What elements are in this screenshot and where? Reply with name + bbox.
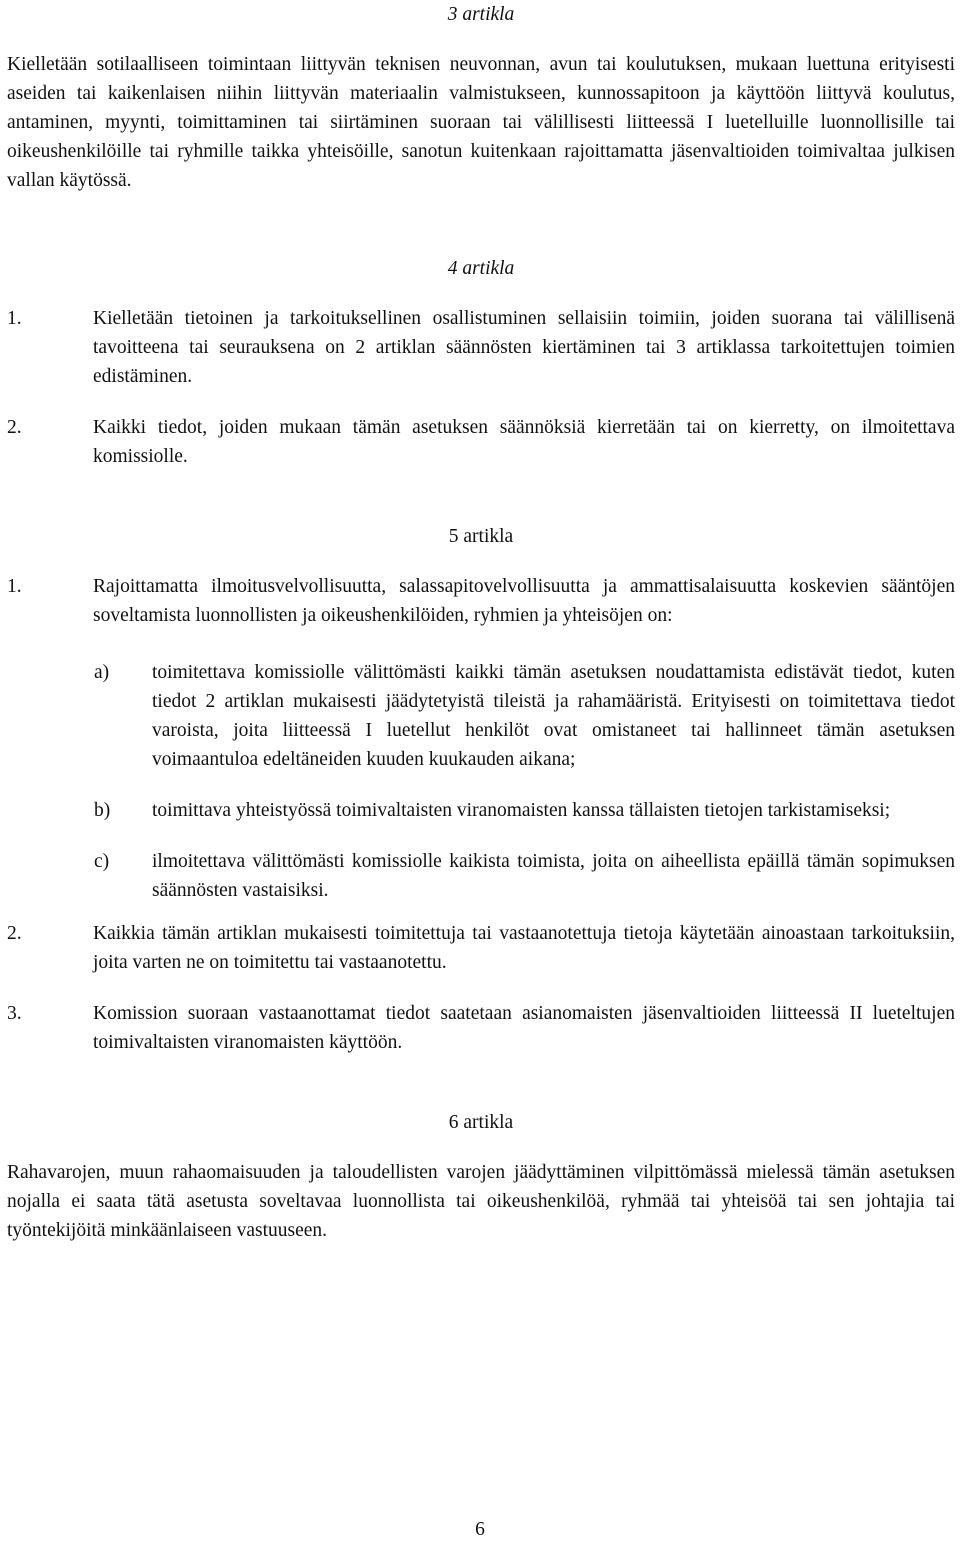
item-text: Kaikkia tämän artiklan mukaisesti toimitettuja tai vastaanotettuja tietoja käytetään ainoastaan tarkoituksiin, joita varten ne on toimitettu tai vastaanotettu. xyxy=(93,923,955,973)
item-text: Kielletään tietoinen ja tarkoituksellinen osallistuminen sellaisiin toimiin, joiden suorana tai välillisenä tavoitteena tai seurauksena on 2 artiklan säännösten kiertäminen tai 3 artiklassa tarkoitettujen toimien edistäminen. xyxy=(93,308,955,387)
article-5-subitem-a xyxy=(7,658,955,774)
subitem-text: toimitettava komissiolle välittömästi kaikki tämän asetuksen noudattamista edistävät tiedot, kuten tiedot 2 artiklan mukaisesti jäädytetyistä tileistä ja rahamääristä. Erityisesti on toimitettava tiedot varoista, joita liitteessä I luetellut henkilöt ovat omistaneet tai hallinneet tämän asetuksen voimaantuloa edeltäneiden kuuden kuukauden aikana; xyxy=(152,662,955,770)
subitem-text: toimittava yhteistyössä toimivaltaisten viranomaisten kanssa tällaisten tietojen tarkistamiseksi; xyxy=(152,800,891,821)
item-text: Komission suoraan vastaanottamat tiedot saatetaan asianomaisten jäsenvaltioiden liitteessä II lueteltujen toimivaltaisten viranomaisten käyttöön. xyxy=(93,1003,955,1053)
item-number: 2. xyxy=(7,923,22,944)
article-6-heading: 6 artikla xyxy=(448,1112,514,1133)
item-number: 1. xyxy=(7,576,22,597)
item-text: Rajoittamatta ilmoitusvelvollisuutta, salassapitovelvollisuutta ja ammattisalaisuutta koskevien sääntöjen soveltamista luonnollisten ja oikeushenkilöiden, ryhmien ja yhteisöjen on: xyxy=(93,576,955,626)
article-6-text: Rahavarojen, muun rahaomaisuuden ja taloudellisten varojen jäädyttäminen vilpittömässä mielessä tämän asetuksen nojalla ei saata tätä asetusta soveltavaa luonnollista tai oikeushenkilöä, ryhmää tai yhteisöä tai sen johtajia tai työntekijöitä minkäänlaiseen vastuuseen. xyxy=(7,1162,955,1241)
article-4-item-2 xyxy=(7,413,955,471)
article-5-subitem-c xyxy=(7,847,955,905)
article-5-item-2 xyxy=(7,919,955,977)
article-4-item-1 xyxy=(7,304,955,391)
item-text: Kaikki tiedot, joiden mukaan tämän asetuksen säännöksiä kierretään tai on kierretty, on ilmoitettava komissiolle. xyxy=(93,417,955,467)
article-3-heading: 3 artikla xyxy=(447,4,515,25)
subitem-text: ilmoitettava välittömästi komissiolle kaikista toimista, joita on aiheellista epäillä tämän sopimuksen säännösten vastaisiksi. xyxy=(152,851,955,901)
subitem-letter: b) xyxy=(94,800,111,821)
article-5-item-3 xyxy=(7,999,955,1057)
item-number: 3. xyxy=(7,1003,22,1024)
article-4-heading: 4 artikla xyxy=(447,258,515,279)
subitem-letter: a) xyxy=(94,662,110,683)
item-number: 2. xyxy=(7,417,22,438)
page-number: 6 xyxy=(475,1519,485,1540)
article-3-text: Kielletään sotilaalliseen toimintaan liittyvän teknisen neuvonnan, avun tai koulutuksen, mukaan luettuna erityisesti aseiden tai kaikenlaisen niihin liittyvän materiaalin valmistukseen, kunnossapitoon ja käyttöön liittyvä koulutus, antaminen, myynti, toimittaminen tai siirtäminen suoraan tai välillisesti liitteessä I luetelluille luonnollisille tai oikeushenkilöille tai ryhmille taikka yhteisöille, sanotun kuitenkaan rajoittamatta jäsenvaltioiden toimivaltaa julkisen vallan käytössä. xyxy=(7,54,955,191)
article-5-subitem-b xyxy=(7,796,955,825)
subitem-letter: c) xyxy=(94,851,110,872)
document-page xyxy=(7,0,955,1245)
article-5-item-1 xyxy=(7,572,955,630)
article-5-heading: 5 artikla xyxy=(448,526,514,547)
item-number: 1. xyxy=(7,308,22,329)
